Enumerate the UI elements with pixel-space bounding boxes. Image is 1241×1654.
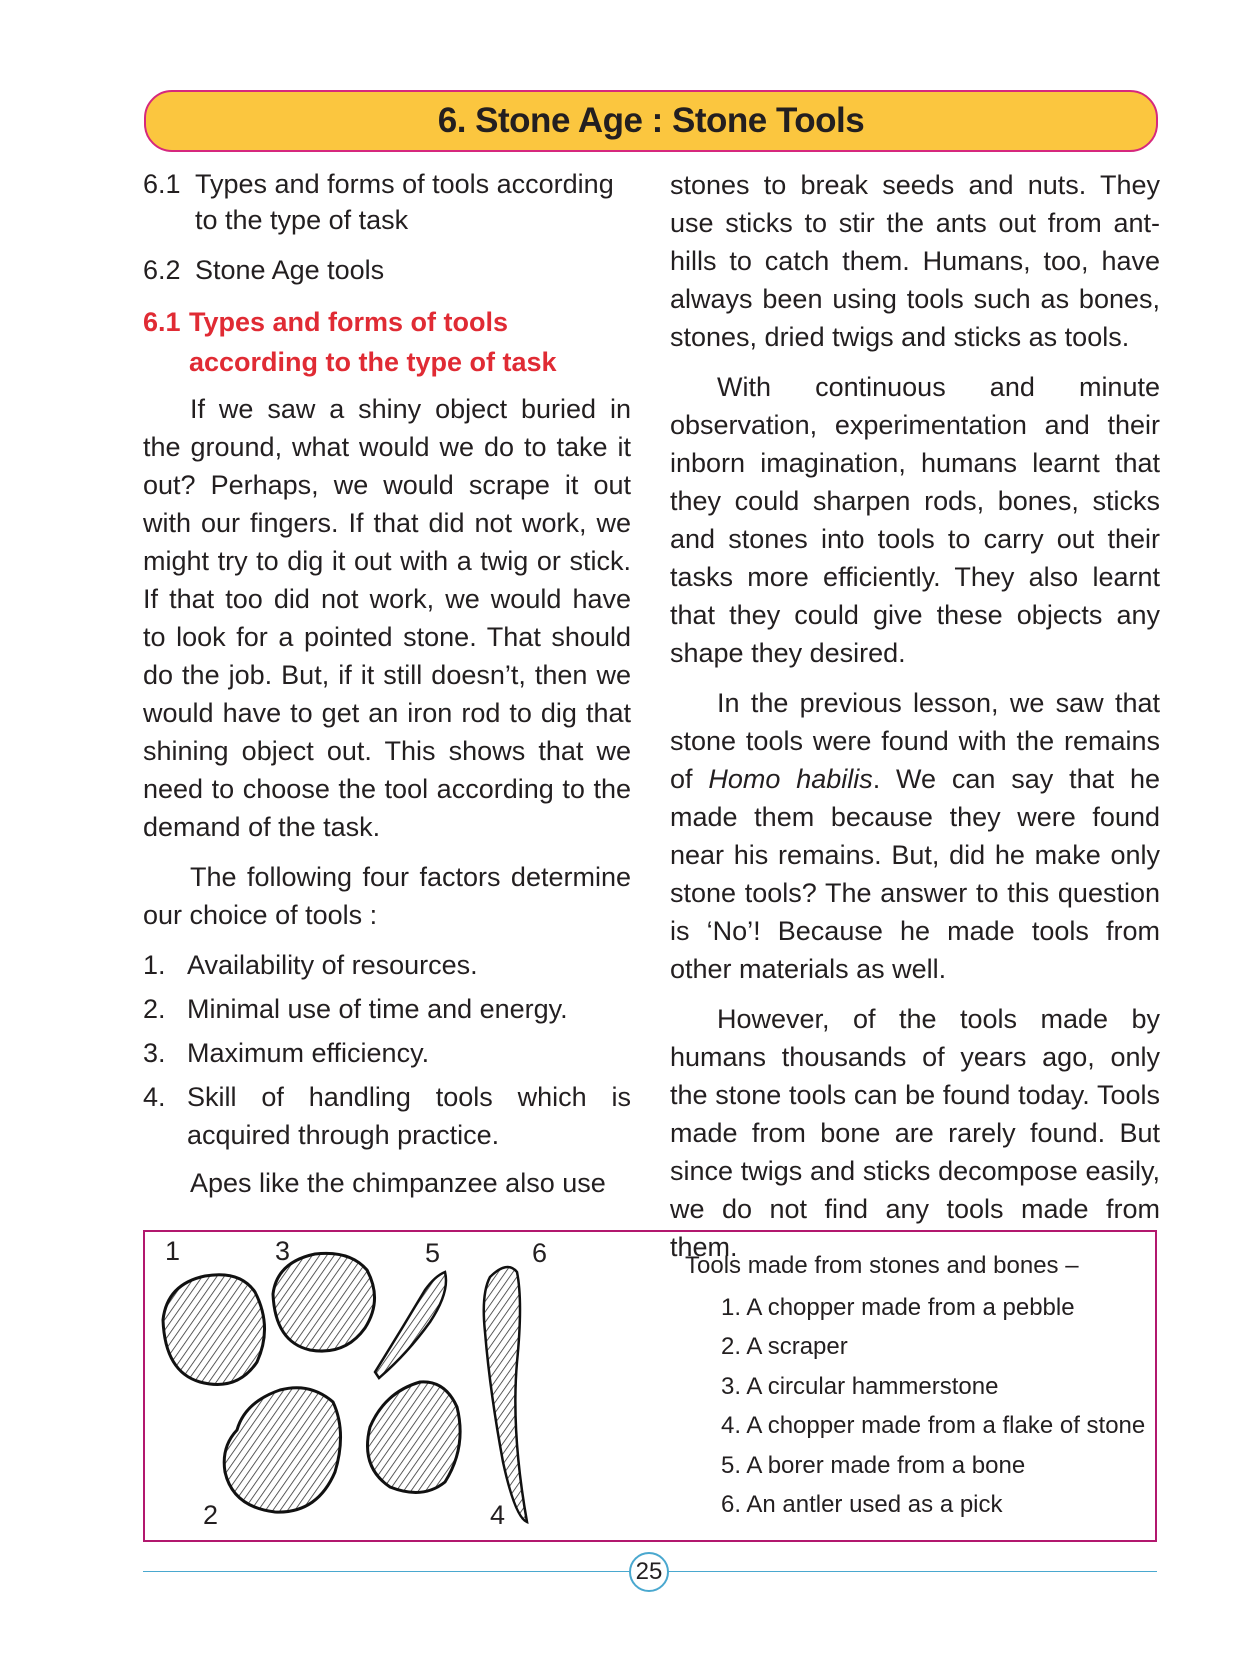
- paragraph: Apes like the chimpanzee also use: [190, 1168, 606, 1198]
- paragraph: The following four factors determine our choice of tools :: [143, 862, 631, 930]
- caption-item: 2. A scraper: [721, 1333, 848, 1360]
- antler-pick-icon: [484, 1267, 527, 1522]
- scraper-icon: [224, 1388, 340, 1512]
- hammerstone-icon: [273, 1253, 375, 1351]
- bone-borer-icon: [375, 1272, 446, 1378]
- caption-item: 1. A chopper made from a pebble: [721, 1293, 1075, 1321]
- factors-list: [143, 946, 631, 1154]
- flake-chopper-icon: [368, 1382, 461, 1493]
- figure-label: 2: [203, 1500, 219, 1530]
- page-number: 25: [629, 1552, 669, 1592]
- figure-label: 4: [490, 1500, 506, 1530]
- toc-number: 6.2: [143, 255, 181, 285]
- paragraph-text: . We can say that he made them because they were found near his remains. But, did he make only stone tools? The answer to this question is ‘No’! Because he made tools from other materials as well.: [670, 764, 1160, 984]
- list-text: Minimal use of time and energy.: [187, 994, 568, 1024]
- list-item: [143, 1078, 631, 1154]
- chapter-title-banner: [144, 90, 1158, 152]
- paragraph: stones to break seeds and nuts. They use sticks to stir the ants out from ant-hills to catch them. Humans, too, have always been using tools such as bones, stones, dried twigs and sticks as tools.: [670, 170, 1160, 352]
- paragraph: If we saw a shiny object buried in the ground, what would we do to take it out? Perhaps, we would scrape it out with our fingers. If that did not work, we might try to dig it out with a twig or stick. If that too did not work, we would have to look for a pointed stone. That should do the job. But, if it still doesn’t, then we would have to get an iron rod to dig that shining object out. This shows that we need to choose the tool according to the demand of the task.: [143, 394, 631, 842]
- toc-item: [143, 166, 631, 238]
- section-number: 6.1: [143, 307, 181, 337]
- figure-caption: [685, 1246, 1155, 1525]
- list-item: [143, 1034, 631, 1072]
- figure-label: 3: [275, 1236, 291, 1266]
- pebble-chopper-icon: [163, 1275, 265, 1385]
- paragraph: [670, 684, 1160, 988]
- left-column: [143, 166, 631, 1214]
- figure-label: 6: [532, 1238, 548, 1268]
- section-title: Types and forms of tools according to the type of task: [189, 307, 557, 377]
- section-heading: [143, 302, 631, 382]
- toc-text: Stone Age tools: [195, 255, 385, 285]
- right-column: [670, 166, 1160, 1278]
- list-text: Maximum efficiency.: [187, 1038, 430, 1068]
- paragraph-text: In the previous lesson, we saw that stone tools were found with the remains of: [670, 688, 1160, 794]
- list-text: Skill of handling tools which is acquired through practice.: [187, 1082, 631, 1150]
- caption-title: Tools made from stones and bones –: [685, 1252, 1079, 1279]
- list-number: 3.: [143, 1038, 166, 1068]
- caption-item: 3. A circular hammerstone: [721, 1372, 999, 1400]
- stone-tools-illustration: [145, 1232, 665, 1540]
- caption-item: 6. An antler used as a pick: [721, 1491, 1003, 1518]
- list-number: 4.: [143, 1082, 166, 1112]
- list-item: [143, 990, 631, 1028]
- caption-item: 4. A chopper made from a flake of stone: [721, 1412, 1146, 1439]
- list-number: 1.: [143, 950, 166, 980]
- species-name: Homo habilis: [708, 764, 873, 794]
- list-number: 2.: [143, 994, 166, 1024]
- figure-label: 5: [425, 1238, 441, 1268]
- paragraph: However, of the tools made by humans thousands of years ago, only the stone tools can be found today. Tools made from bone are rarely found. But since twigs and sticks decompose easily, we do not find any tools made from them.: [670, 1004, 1160, 1262]
- figure-label: 1: [165, 1236, 181, 1266]
- tools-figure: [143, 1230, 1157, 1542]
- list-item: [143, 946, 631, 984]
- chapter-title: 6. Stone Age : Stone Tools: [437, 101, 865, 140]
- paragraph: With continuous and minute observation, experimentation and their inborn imagination, humans learnt that they could sharpen rods, bones, sticks and stones into tools to carry out their tasks more efficiently. They also learnt that they could give these objects any shape they desired.: [670, 372, 1160, 668]
- caption-item: 5. A borer made from a bone: [721, 1451, 1026, 1479]
- toc-text: Types and forms of tools according to the type of task: [195, 169, 614, 235]
- toc-number: 6.1: [143, 169, 181, 199]
- toc-item: [143, 252, 631, 288]
- list-text: Availability of resources.: [187, 950, 478, 980]
